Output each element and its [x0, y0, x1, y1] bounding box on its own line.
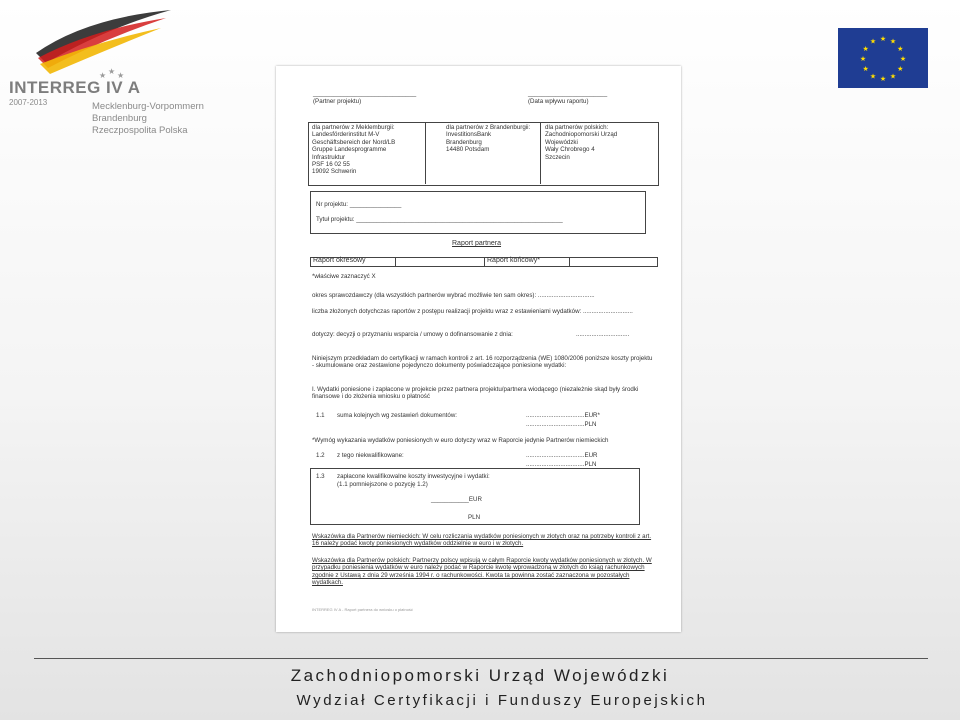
hint-german-partners: Wskazówka dla Partnerów niemieckich: W celu rozliczania wydatków poniesionych w złotych oraz na potrzeby kontroli z art. 16 należy podać kwoty poniesionych wydatków oddzielnie w euro i w złotych. [312, 533, 652, 548]
table-divider [540, 122, 541, 184]
project-number: Nr projektu: _______________ [316, 201, 402, 208]
item-1-3-pln: PLN [468, 514, 481, 521]
raport-okresowy-label: Raport okresowy [313, 257, 366, 264]
item-1-1-label: suma kolejnych wg zestawień dokumentów: [337, 412, 458, 419]
logo-region: Mecklenburg-Vorpommern [92, 101, 204, 112]
eu-star-icon: ★ [879, 75, 887, 83]
raport-koncowy-label: Raport końcowy* [487, 257, 540, 264]
partner-line: ______________________________ [313, 90, 417, 97]
table-divider [569, 257, 570, 266]
logo-years: 2007-2013 [9, 98, 48, 107]
logo-star: ★ [117, 71, 125, 80]
reporting-period: okres sprawozdawczy (dla wszystkich partnerów wybrać możliwie ten sam okres): ................................. [312, 292, 595, 299]
eu-star-icon: ★ [899, 55, 907, 63]
project-title: Tytuł projektu: ____________________________________________________________ [316, 216, 563, 223]
eu-star-icon: ★ [879, 35, 887, 43]
item-number: 1.2 [316, 452, 325, 459]
eu-star-icon: ★ [862, 45, 869, 53]
date-line: _______________________ [528, 90, 608, 97]
logo-title: INTERREG IV A [9, 78, 141, 97]
footer-divider [34, 658, 928, 659]
report-heading: Raport partnera [452, 240, 502, 247]
table-divider [395, 257, 396, 266]
address-bb: dla partnerów z Brandenburgii: InvestitionsBank Brandenburg 14480 Potsdam [446, 124, 531, 154]
item-1-3-eur: ___________EUR [431, 496, 482, 503]
project-box [310, 191, 646, 234]
item-number: 1.1 [316, 412, 325, 419]
expenses-section: I. Wydatki poniesione i zapłacone w projekcie przez partnera projektu/partnera wiodącego (niezależnie skąd były środki finansowe i do złożenia wniosku o płatność [312, 386, 639, 401]
address-mv: dla partnerów z Meklemburgii: Landesförderinstitut M-V Geschäftsbereich der Nord/LB Gruppe Landesprogramme Infrastruktur PSF 16 02 55 19092 Schwerin [312, 124, 396, 176]
partner-label: (Partner projektu) [313, 98, 362, 105]
table-divider [484, 257, 485, 266]
document-footnote: INTERREG IV A - Raport partnera do wniosku o płatność [312, 607, 413, 612]
item-1-2-eur: ..................................EUR [526, 452, 598, 459]
item-1-3-sub: (1.1 pomniejszone o pozycję 1.2) [337, 481, 428, 488]
eu-star-icon: ★ [869, 37, 877, 46]
eu-star-icon: ★ [859, 55, 867, 63]
item-number: 1.3 [316, 473, 325, 480]
certification-text: Niniejszym przedkładam do certyfikacji w ramach kontroli z art. 16 rozporządzenia (WE) 1080/2006 poniższe koszty projektu - skumulowane oraz zestawione pojedynczo dokumenty poświadczające poniesione wydatki: [312, 355, 653, 370]
eu-star-icon: ★ [889, 37, 897, 46]
footer-subtitle: Wydział Certyfikacji i Funduszy Europejskich [296, 692, 708, 709]
logo-regions [92, 101, 204, 137]
item-1-3-label: zapłacone kwalifikowalne koszty inwestycyjne i wydatki: [337, 473, 490, 480]
eu-star-icon: ★ [897, 65, 904, 73]
eu-star-icon: ★ [869, 72, 877, 81]
decision-dots: ............................... [576, 331, 630, 338]
footer-title: Zachodniopomorski Urząd Wojewódzki [290, 666, 670, 685]
logo-star: ★ [99, 71, 107, 80]
logo-region: Rzeczpospolita Polska [92, 125, 188, 136]
logo-region: Brandenburg [92, 113, 147, 124]
reports-count: liczba złożonych dotychczas raportów z postępu realizacji projektu wraz z estawieniami wydatków: ............................. [312, 308, 633, 315]
date-label: (Data wpływu raportu) [528, 98, 589, 105]
eu-star-icon: ★ [897, 45, 904, 53]
item-1-1-eur: ..................................EUR* [526, 412, 600, 419]
eu-flag [838, 28, 928, 88]
address-pl: dla partnerów polskich: Zachodniopomorski Urząd Wojewódzki Wały Chrobrego 4 Szczecin [545, 124, 618, 161]
table-divider [425, 122, 426, 184]
item-1-2-label: z tego niekwalifikowane: [337, 452, 404, 459]
logo-star: ★ [108, 67, 116, 76]
eu-star-icon: ★ [862, 65, 869, 73]
note-x: *właściwe zaznaczyć X [312, 273, 376, 280]
eu-star-icon: ★ [889, 72, 897, 81]
requirement-note: *Wymóg wykazania wydatków poniesionych w euro dotyczy wraz w Raporcie jedynie Partnerów niemieckich [312, 437, 609, 444]
document-page [276, 66, 681, 632]
hint-polish-partners: Wskazówka dla Partnerów polskich: Partnerzy polscy wpisują w całym Raporcie kwoty wydatków poniesionych w złotych. W przypadku poniesienia wydatków w euro należy podać w Raporcie kwotę wprowadzoną w złotych do ksiąg rachunkowych zgodnie z Ustawą z dnia 29 września 1994 r. o rachunkowości. Kwota ta powinna zostać zaznaczona w pozostałych wydatkach. [312, 557, 652, 587]
item-1-1-pln: ..................................PLN [526, 421, 597, 428]
decision-line: dotyczy: decyzji o przyznaniu wsparcia / umowy o dofinansowanie z dnia: [312, 331, 513, 338]
item-1-2-pln: ..................................PLN [526, 461, 597, 468]
